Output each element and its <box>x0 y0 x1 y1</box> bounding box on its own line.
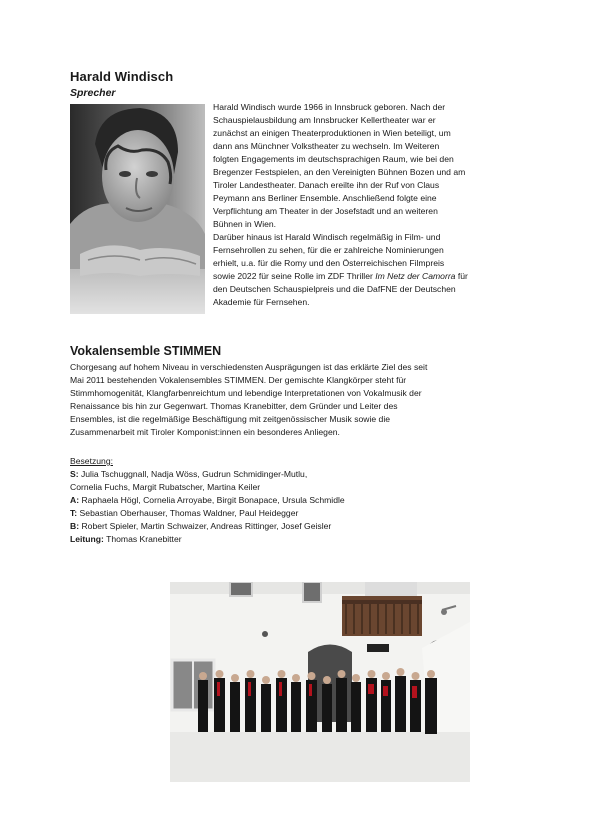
voice-label: A: <box>70 495 80 505</box>
bio-text: für <box>455 271 468 281</box>
bio-line-with-film-title <box>213 270 533 283</box>
bio-line: Verpflichtung am Theater in der Josefstadt und an weiteren <box>213 206 438 216</box>
film-title: Im Netz der Camorra <box>375 271 456 281</box>
voice-label: T: <box>70 508 78 518</box>
cast-tenor <box>70 507 540 520</box>
artist-portrait-photo <box>70 104 205 314</box>
cast-heading <box>70 455 540 468</box>
bio-text: sowie 2022 für seine Rolle im ZDF Thriller <box>213 271 376 281</box>
bio-line: den Deutschen Schauspielpreis und die DafFNE der Deutschen <box>213 284 456 294</box>
cast-soprano <box>70 468 540 481</box>
voice-names: Robert Spieler, Martin Schwaizer, Andreas Rittinger, Josef Geisler <box>79 521 332 531</box>
leader-name: Thomas Kranebitter <box>103 534 182 544</box>
bio-line: Fernsehrollen zu sehen, für die er zahlreiche Nominierungen <box>213 245 444 255</box>
ensemble-group-photo <box>170 582 470 782</box>
voice-names: Raphaela Högl, Cornelia Arroyabe, Birgit Bonapace, Ursula Schmidle <box>79 495 345 505</box>
bio-line: Darüber hinaus ist Harald Windisch regelmäßig in Film- und <box>213 232 441 242</box>
voice-label: B: <box>70 521 80 531</box>
artist-name: Harald Windisch <box>70 69 174 84</box>
voice-names: Sebastian Oberhauser, Thomas Waldner, Paul Heidegger <box>77 508 299 518</box>
intro-line: Zusammenarbeit mit Tiroler Komponist:innen ein besonderes Anliegen. <box>70 427 340 437</box>
bio-line: Bühnen in Wien. <box>213 219 277 229</box>
cast-alto <box>70 494 540 507</box>
bio-line: zunächst an einigen Theaterproduktionen in Wien beteiligt, um <box>213 128 451 138</box>
cast-leader <box>70 533 540 546</box>
cast-soprano-cont: Cornelia Fuchs, Margit Rubatscher, Martina Keiler <box>70 482 261 492</box>
artist-bio <box>213 101 533 309</box>
ensemble-intro <box>70 361 540 439</box>
ensemble-cast <box>70 455 540 546</box>
artist-role: Sprecher <box>70 87 116 99</box>
voice-label: S: <box>70 469 79 479</box>
intro-line: Mai 2011 bestehenden Vokalensembles STIMMEN. Der gemischte Klangkörper steht für <box>70 375 407 385</box>
bio-line: Akademie für Fernsehen. <box>213 297 310 307</box>
bio-line: erhielt, u.a. für die Romy und den Österreichischen Filmpreis <box>213 258 445 268</box>
ensemble-title: Vokalensemble STIMMEN <box>70 344 222 358</box>
intro-line: Chorgesang auf hohem Niveau in verschiedensten Ausprägungen ist das erklärte Ziel des seit <box>70 362 428 372</box>
cast-heading-text: Besetzung: <box>70 456 113 466</box>
bio-line: Peymann ans Berliner Ensemble. Anschließend folgte eine <box>213 193 437 203</box>
voice-names: Julia Tschuggnall, Nadja Wöss, Gudrun Schmidinger-Mutlu, <box>78 469 308 479</box>
bio-line: Tiroler Landestheater. Danach ereilte ihn der Ruf von Claus <box>213 180 440 190</box>
leader-label: Leitung: <box>70 534 104 544</box>
cast-bass <box>70 520 540 533</box>
bio-line: folgten Engagements im deutschsprachigen Raum, wie bei den <box>213 154 454 164</box>
bio-line: Bregenzer Festspielen, an den Vereinigten Bühnen Bozen und am <box>213 167 466 177</box>
intro-line: Stimmhomogenität, Klangfarbenreichtum und lebendige Interpretationen von Vokalmusik der <box>70 388 422 398</box>
intro-line: Ensembles, ist die regelmäßige Beschäftigung mit zeitgenössischer Musik sowie die <box>70 414 391 424</box>
bio-line: dann ans Münchner Volkstheater zu wechseln. Im Weiteren <box>213 141 440 151</box>
intro-line: Renaissance bis hin zur Gegenwart. Thomas Kranebitter, dem Gründer und Leiter des <box>70 401 398 411</box>
bio-line: Harald Windisch wurde 1966 in Innsbruck geboren. Nach der <box>213 102 446 112</box>
bio-line: Schauspielausbildung am Innsbrucker Kellertheater war er <box>213 115 436 125</box>
